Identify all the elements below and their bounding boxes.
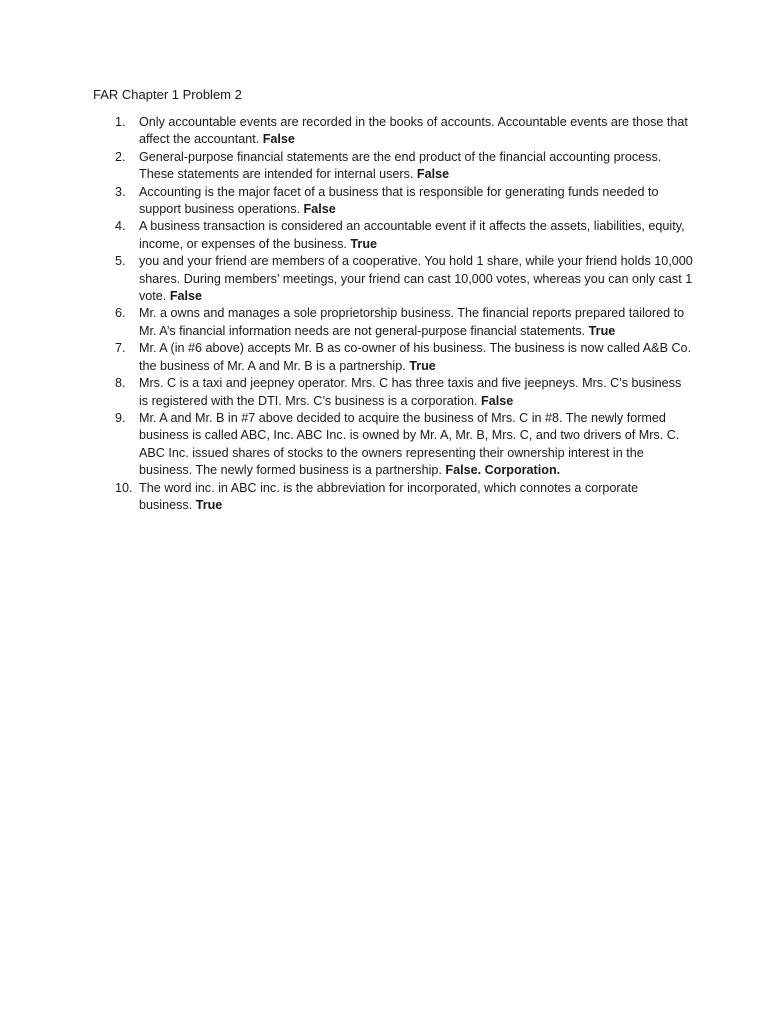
list-item — [93, 375, 693, 410]
item-answer: True — [588, 323, 616, 338]
item-answer: True — [195, 497, 223, 512]
item-answer: False — [416, 167, 450, 182]
item-answer: True — [350, 236, 378, 251]
list-item — [93, 114, 693, 149]
question-list — [93, 114, 693, 514]
item-answer: False — [169, 289, 203, 304]
item-number: 6. — [115, 306, 126, 321]
list-item — [93, 149, 693, 184]
item-answer: True — [409, 358, 436, 373]
item-answer: False — [262, 132, 295, 147]
item-number: 1. — [115, 115, 126, 129]
document-title: FAR Chapter 1 Problem 2 — [93, 87, 242, 102]
item-number: 4. — [115, 219, 126, 234]
item-statement: Mr. A and Mr. B in #7 above decided to acquire the business of Mrs. C in #8. The newly formed business is called ABC, Inc. ABC Inc. is owned by Mr. A, Mr. B, Mrs. C, and two drivers of Mrs. C. ABC Inc. issued shares of stocks to the owners representing their ownership interest in the business. The newly formed business is a partnership. — [139, 410, 680, 478]
item-number: 10. — [115, 480, 133, 495]
item-statement: Mrs. C is a taxi and jeepney operator. Mrs. C has three taxis and five jeepneys. Mrs. C’s business is registered with the DTI. Mrs. C’s business is a corporation. — [139, 376, 682, 408]
list-item — [93, 340, 693, 375]
item-number: 8. — [115, 376, 126, 391]
item-statement: A business transaction is considered an accountable event if it affects the assets, liabilities, equity, income, or expenses of the business. — [139, 219, 685, 251]
list-item — [93, 305, 693, 340]
list-item — [93, 253, 693, 305]
item-answer: False — [481, 393, 514, 408]
list-item — [93, 218, 693, 253]
item-answer: False — [303, 202, 336, 217]
item-statement: Only accountable events are recorded in the books of accounts. Accountable events are those that affect the accountant. — [139, 115, 688, 147]
item-number: 9. — [115, 410, 126, 425]
item-statement: you and your friend are members of a cooperative. You hold 1 share, while your friend holds 10,000 shares. During members’ meetings, your friend can cast 10,000 votes, whereas you can only cast 1 vote. — [139, 254, 693, 304]
item-statement: Mr. A (in #6 above) accepts Mr. B as co-owner of his business. The business is now called A&B Co. the business of Mr. A and Mr. B is a partnership. — [139, 341, 692, 373]
item-number: 3. — [115, 184, 126, 199]
item-number: 5. — [115, 254, 126, 269]
item-statement: General-purpose financial statements are the end product of the financial accounting process. These statements are intended for internal users. — [139, 149, 662, 182]
item-statement: Mr. a owns and manages a sole proprietorship business. The financial reports prepared tailored to Mr. A’s financial information needs are not general-purpose financial statements. — [139, 306, 685, 338]
list-item — [93, 184, 693, 219]
item-number: 2. — [115, 149, 126, 164]
item-statement: Accounting is the major facet of a business that is responsible for generating funds needed to support business operations. — [139, 184, 659, 217]
item-correction: Corporation. — [484, 463, 561, 478]
list-item — [93, 410, 693, 480]
item-answer: False. — [445, 463, 482, 478]
item-number: 7. — [115, 341, 126, 356]
item-statement: The word inc. in ABC inc. is the abbreviation for incorporated, which connotes a corporate business. — [139, 480, 639, 512]
list-item — [93, 480, 693, 515]
